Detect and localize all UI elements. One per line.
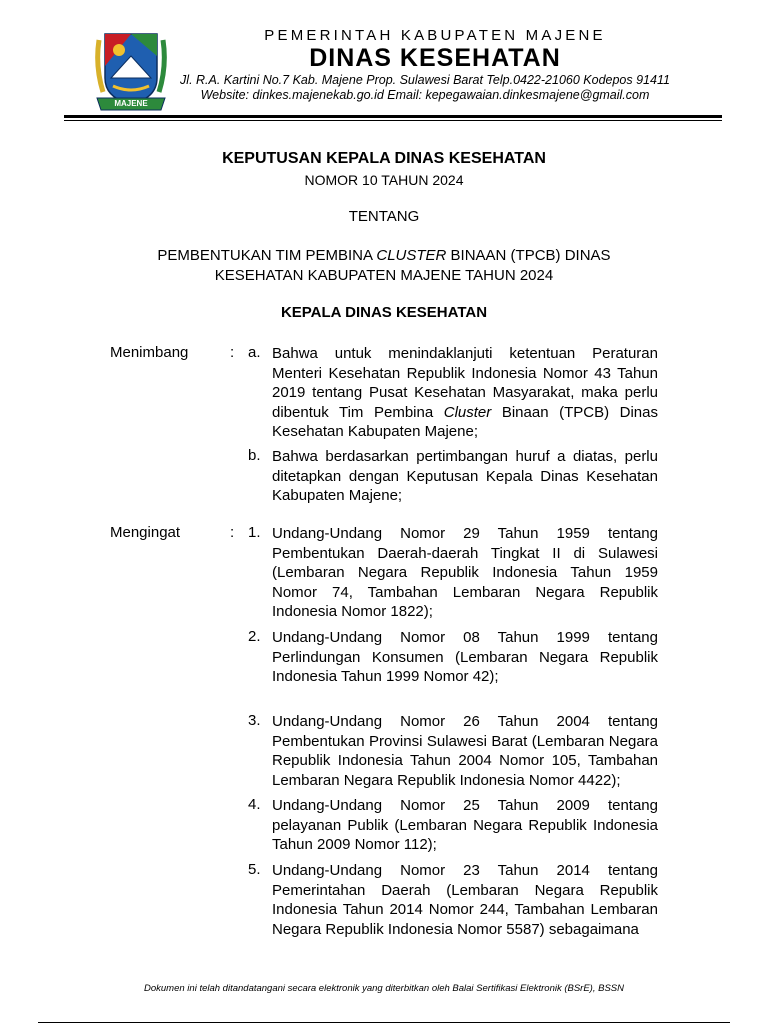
mengingat-item: Undang-Undang Nomor 25 Tahun 2009 tentang pelayanan Publik (Lembaran Negara Republik Indonesia Tahun 2009 Nomor 112);: [272, 797, 658, 853]
letterhead-divider-thin: [64, 120, 722, 121]
mengingat-colon: :: [230, 524, 235, 541]
subject-part: PEMBENTUKAN TIM PEMBINA: [157, 247, 377, 264]
item-italic: Cluster: [443, 403, 492, 421]
menimbang-item: [272, 344, 658, 442]
footer-divider: [38, 1022, 730, 1023]
menimbang-item: Bahwa berdasarkan pertimbangan huruf a diatas, perlu ditetapkan dengan Keputusan Kepala Dinas Kesehatan Kabupaten Majene;: [272, 448, 658, 504]
decree-number: NOMOR 10 TAHUN 2024: [304, 172, 464, 188]
menimbang-label: Menimbang: [110, 344, 189, 361]
decree-official: KEPALA DINAS KESEHATAN: [280, 304, 488, 321]
decree-subject: [0, 246, 768, 286]
mengingat-item: Undang-Undang Nomor 26 Tahun 2004 tentang Pembentukan Provinsi Sulawesi Barat (Lembaran Negara Republik Indonesia Tahun 2004 Nomor 105, Tambahan Lembaran Negara Republik Indonesia Nomor 4422);: [272, 713, 658, 789]
letterhead-government: PEMERINTAH KABUPATEN MAJENE: [264, 27, 606, 44]
mengingat-item: Undang-Undang Nomor 23 Tahun 2014 tentang Pemerintahan Daerah (Lembaran Negara Republik Indonesia Tahun 2014 Nomor 244, Tambahan Lembaran Negara Republik Indonesia Nomor 5587) sebagaimana: [272, 862, 658, 938]
letterhead-website: Website: dinkes.majenekab.go.id Email: kepegawaian.dinkesmajene@gmail.com: [200, 88, 650, 102]
mengingat-item: Undang-Undang Nomor 08 Tahun 1999 tentang Perlindungan Konsumen (Lembaran Negara Republik Indonesia Tahun 1999 Nomor 42);: [272, 629, 658, 685]
letterhead-divider-thick: [64, 115, 722, 118]
decree-title: KEPUTUSAN KEPALA DINAS KESEHATAN: [222, 150, 546, 167]
subject-part: BINAAN (TPCB) DINAS: [446, 247, 611, 264]
letterhead-contact: [180, 73, 670, 103]
mengingat-marker: 5.: [248, 861, 261, 878]
mengingat-marker: 4.: [248, 796, 261, 813]
mengingat-marker: 3.: [248, 712, 261, 729]
subject-italic: CLUSTER: [376, 247, 447, 264]
subject-line2: KESEHATAN KABUPATEN MAJENE TAHUN 2024: [214, 267, 554, 284]
menimbang-colon: :: [230, 344, 235, 361]
item-text: Bahwa untuk menindaklanjuti ketentuan Peraturan Menteri Kesehatan Republik Indonesia Nomor 43 Tahun 2019 tentang Pusat Kesehatan Masyarakat, maka perlu dibentuk Tim Pembina: [272, 345, 658, 421]
mengingat-label: Mengingat: [110, 524, 181, 541]
logo-ribbon-text: MAJENE: [114, 99, 148, 108]
item-text: Binaan (TPCB) Dinas Kesehatan Kabupaten Majene;: [272, 403, 658, 440]
mengingat-item: Undang-Undang Nomor 29 Tahun 1959 tentang Pembentukan Daerah-daerah Tingkat II di Sulawesi (Lembaran Negara Republik Indonesia Tahun 1959 Nomor 74, Tambahan Lembaran Negara Republik Indonesia Nomor 1822);: [272, 525, 658, 620]
decree-tentang: TENTANG: [348, 208, 420, 225]
esign-footer-note: Dokumen ini telah ditandatangani secara elektronik yang diterbitkan oleh Balai Sertifikasi Elektronik (BSrE), BSSN: [144, 983, 624, 994]
mengingat-marker: 2.: [248, 628, 261, 645]
menimbang-marker: b.: [248, 447, 261, 464]
menimbang-marker: a.: [248, 344, 261, 361]
letterhead-address: Jl. R.A. Kartini No.7 Kab. Majene Prop. Sulawesi Barat Telp.0422-21060 Kodepos 91411: [180, 73, 670, 87]
letterhead-agency: DINAS KESEHATAN: [309, 44, 561, 72]
mengingat-marker: 1.: [248, 524, 261, 541]
